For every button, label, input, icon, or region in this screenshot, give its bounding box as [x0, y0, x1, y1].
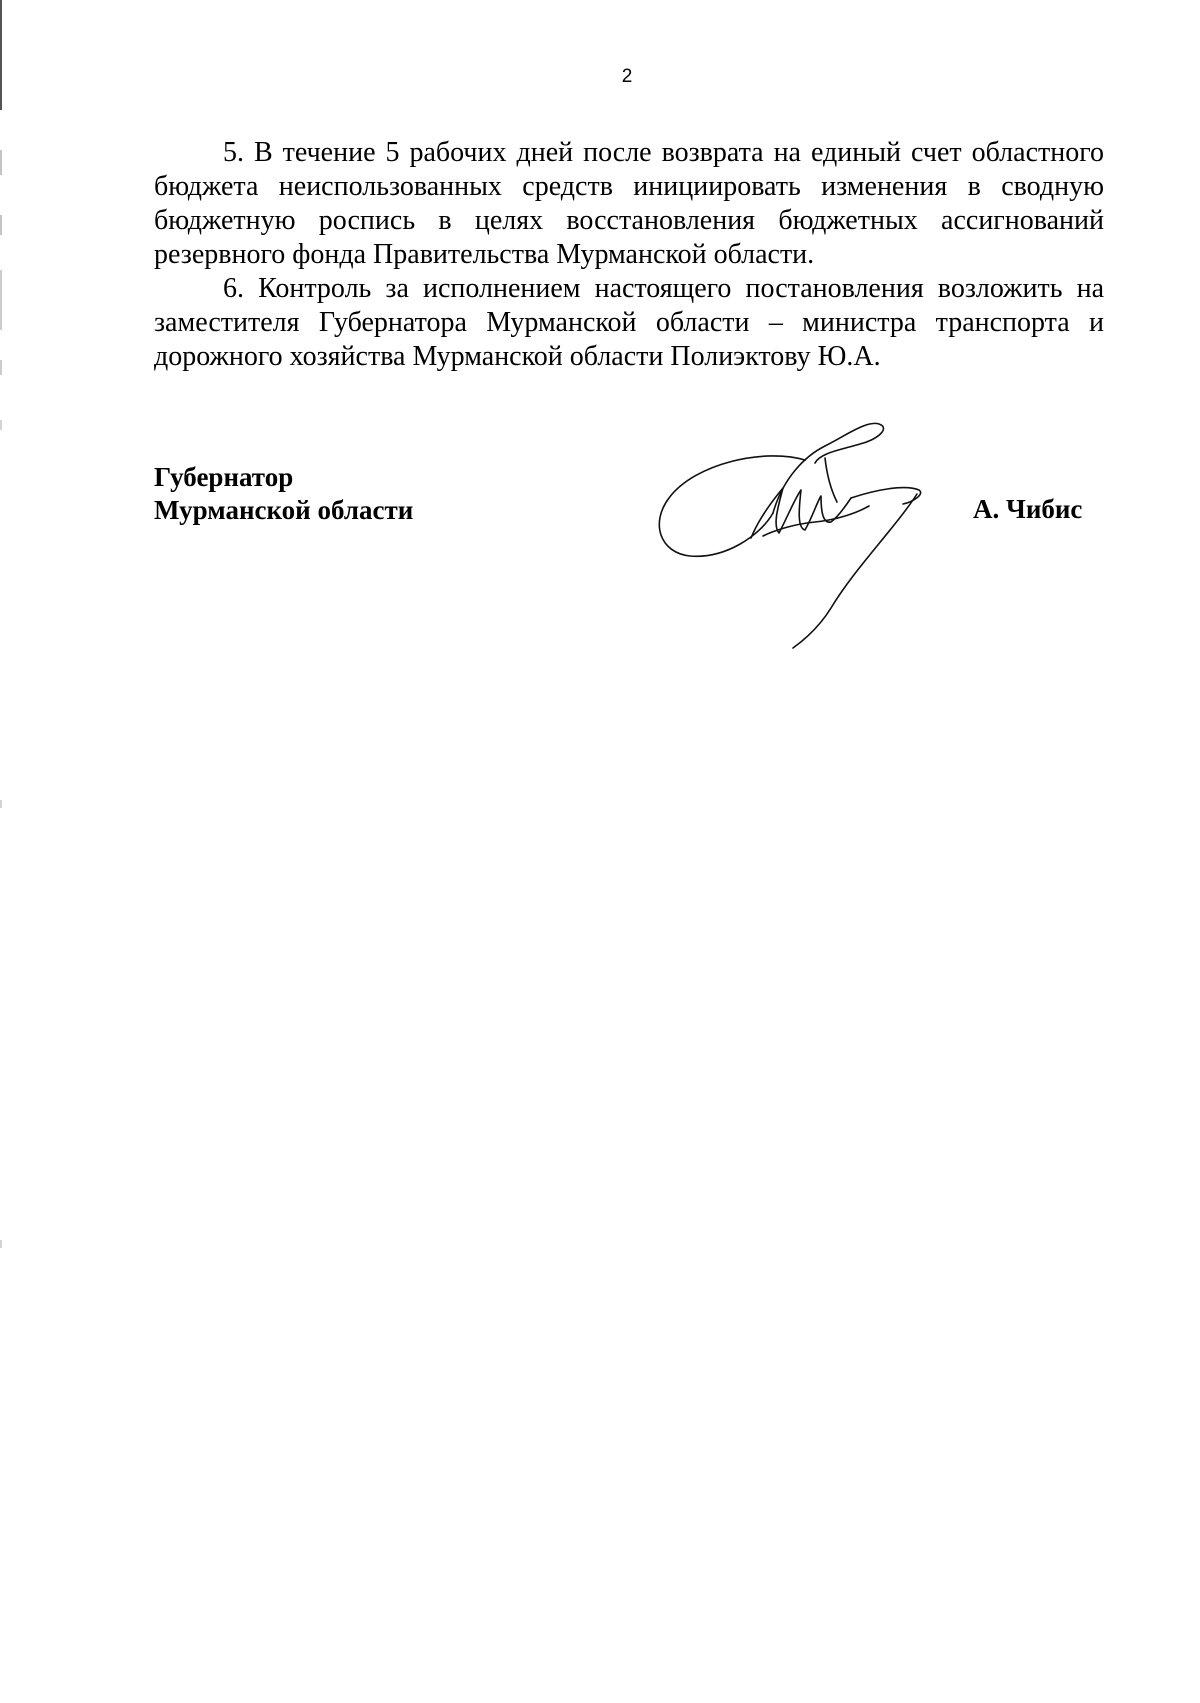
paragraph-5: 5. В течение 5 рабочих дней после возврата на единый счет областного бюджета неиспользованных средств инициировать изменения в сводную бюджетную роспись в целях восстановления бюджетных ассигнований резервного фонда Правительства Мурманской области. [154, 137, 1104, 270]
page-number: 2 [621, 66, 633, 87]
signature-position [154, 461, 413, 527]
scan-edge-marks [0, 0, 3, 1703]
position-title: Губернатор [154, 462, 294, 492]
position-region: Мурманской области [154, 495, 414, 525]
signer-name: А. Чибис [973, 494, 1083, 524]
document-body [154, 136, 1104, 374]
paragraph-6: 6. Контроль за исполнением настоящего постановления возложить на заместителя Губернатора Мурманской области – министра транспорта и дорожного хозяйства Мурманской области Полиэктову Ю.А. [154, 273, 1104, 372]
handwritten-signature [655, 418, 945, 650]
